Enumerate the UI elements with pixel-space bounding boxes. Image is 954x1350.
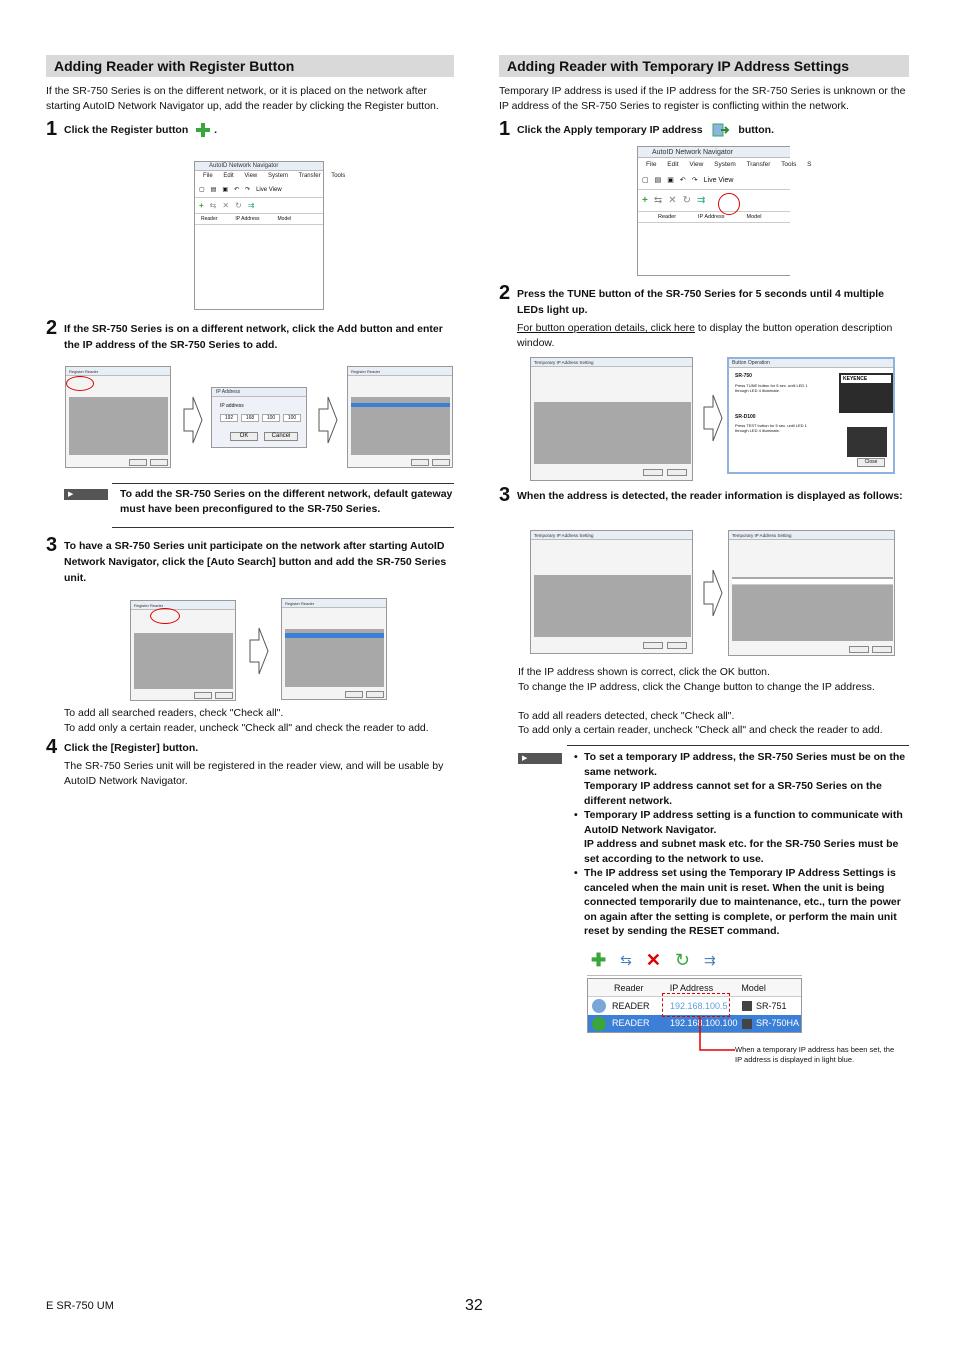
reader-status-icon	[592, 999, 606, 1013]
step-3-temp-notes: If the IP address shown is correct, click the OK button. To change the IP address, click the Change button to change the IP address. To add all readers detected, check "Check all". To add only a certain reader, uncheck "Check all" and check the reader to add.	[518, 666, 883, 736]
ok-button[interactable]	[849, 646, 869, 653]
table-row[interactable]: READER 192.168.100.100 SR-750HA	[588, 1015, 801, 1032]
undo-icon[interactable]: ↶	[234, 187, 240, 193]
arrow-right-icon	[249, 626, 269, 676]
step-3-notes: To add all searched readers, check "Check all". To add only a certain reader, uncheck "Check all" and check the reader to add.	[64, 707, 429, 734]
highlight-ip-dashed	[662, 993, 730, 1017]
toolbar-reader	[195, 198, 323, 214]
cancel-button[interactable]: Cancel	[264, 432, 298, 441]
cancel-button[interactable]	[150, 459, 168, 466]
redo-icon[interactable]: ↷	[691, 177, 698, 184]
important-text-left: To add the SR-750 Series on the different network, default gateway must have been preconfigured to the SR-750 Series.	[120, 488, 453, 515]
arrow-right-icon	[703, 568, 723, 618]
window-title: AutoID Network Navigator	[195, 162, 323, 171]
selected-row[interactable]	[351, 403, 450, 407]
delete-icon[interactable]: ✕	[645, 950, 661, 970]
left-column	[46, 55, 454, 139]
callout-text: When a temporary IP address has been set, the IP address is displayed in light blue.	[735, 1045, 895, 1064]
register-button[interactable]	[129, 459, 147, 466]
menu-edit[interactable]: Edit	[223, 173, 234, 179]
menu-view[interactable]: View	[244, 173, 258, 179]
section-title-register: Adding Reader with Register Button	[46, 55, 454, 77]
button-operation-link[interactable]: For button operation details, click here	[517, 322, 696, 334]
bullet-item: • The IP address set using the Temporary IP Address Settings is canceled when the main unit is reset. When the unit is being connected temporarily due to maintenance, etc., turn the power on again after the setting is complete, or perform the main unit reset by sending the RESET command.	[572, 866, 909, 939]
cancel-button[interactable]	[667, 642, 687, 649]
reader-list-header: Reader IP Address Model	[195, 214, 323, 225]
menu-bar: File Edit View System Transfer Tools S	[646, 161, 812, 168]
step-2-temp: 2 Press the TUNE button of the SR-750 Series for 5 seconds until 4 multiple LEDs light up. For button operation details, click here to display the button operation description window.	[499, 283, 909, 350]
save-icon[interactable]: ▣	[222, 187, 229, 193]
bullet-item: • Temporary IP address setting is a function to communicate with AutoID Network Navigator. IP address and subnet mask etc. for the SR-750 Series must be set according to the network to use.	[572, 808, 909, 866]
undo-icon[interactable]: ↶	[679, 177, 686, 184]
open-icon[interactable]: ▤	[654, 177, 662, 184]
register-button[interactable]	[411, 459, 429, 466]
search-reader-icon[interactable]: ⇆	[653, 195, 663, 206]
cancel-button[interactable]	[872, 646, 892, 653]
temp-ip-icon[interactable]: ⇉	[697, 195, 706, 206]
register-intro: If the SR-750 Series is on the different network, or it is placed on the network after starting AutoID Network Navigator up, add the reader by clicking the Register button.	[46, 85, 439, 112]
search-reader-icon[interactable]: ⇆	[209, 201, 217, 210]
menu-tools[interactable]: Tools	[331, 173, 346, 179]
important-note-right	[567, 745, 909, 746]
step-3-register: 3 To have a SR-750 Series unit participate on the network after starting AutoID Network Navigator, click the [Auto Search] button and add the SR-750 Series unit.	[46, 535, 454, 586]
screenshot-navigator-register	[194, 161, 346, 310]
step-3-text: To have a SR-750 Series unit participate on the network after starting AutoID Network Navigator, click the [Auto Search] button and add the SR-750 Series unit.	[64, 540, 447, 584]
device-image: KEYENCE	[839, 373, 893, 413]
step-3-temp: 3 When the address is detected, the reader information is displayed as follows:	[499, 485, 909, 505]
device-icon	[742, 1001, 752, 1011]
live-view-button[interactable]: Live View	[703, 176, 734, 184]
add-reader-icon[interactable]: +	[199, 201, 204, 210]
ok-button[interactable]	[643, 642, 663, 649]
step-2-text: If the SR-750 Series is on a different network, click the Add button and enter the IP address of the SR-750 Series to add.	[64, 323, 443, 351]
live-view-button[interactable]: Live View	[256, 186, 282, 193]
ip-address-dialog: IP Address IP address 192 168 100 100 OK Cancel	[211, 387, 307, 448]
open-icon[interactable]: ▤	[210, 187, 217, 193]
toolbar-top	[195, 182, 323, 198]
screenshot-register-reader-a: Register Reader	[65, 366, 171, 468]
cancel-button[interactable]	[366, 691, 384, 698]
apply-temp-ip-icon	[712, 122, 730, 138]
screenshot-temp-ip-dialog-c: Temporary IP Address Setting	[728, 530, 895, 656]
important-bullets-right	[572, 750, 909, 939]
arrow-right-icon	[183, 395, 203, 445]
page-number: 32	[465, 1297, 483, 1314]
temp-ip-intro: Temporary IP address is used if the IP address for the SR-750 Series is unknown or the IP address of the SR-750 Series to register is conflicting within the network.	[499, 85, 906, 112]
right-column	[499, 55, 909, 139]
important-badge: ▶ Important	[518, 753, 562, 764]
ok-button[interactable]	[643, 469, 663, 476]
bullet-item: • To set a temporary IP address, the SR-750 Series must be on the same network. Temporary IP address cannot set for a SR-750 Series on the different network.	[572, 750, 909, 808]
important-badge: ▶ Important	[64, 489, 108, 500]
step-1-register: 1 Click the Register button .	[46, 118, 218, 140]
menu-system[interactable]: System	[267, 173, 288, 179]
highlight-add-button	[66, 376, 94, 391]
temp-ip-icon[interactable]: ⇉	[704, 952, 716, 968]
new-icon[interactable]: ▢	[199, 187, 205, 193]
screenshot-navigator-temp-ip: AutoID Network Navigator File Edit View System Transfer Tools S ▢ ▤ ▣ ↶ ↷ Live View + ⇆ ✕ ↻ ⇉ Reader IP Address Model	[637, 146, 790, 276]
delete-icon[interactable]: ✕	[222, 201, 230, 210]
cancel-button[interactable]	[667, 469, 687, 476]
step-3-temp-text: When the address is detected, the reader information is displayed as follows:	[517, 490, 903, 502]
screenshot-auto-search-b: Register Reader	[281, 598, 387, 700]
reader-toolbar-illustration	[587, 946, 802, 976]
step-2-register: 2 If the SR-750 Series is on a different network, click the Add button and enter the IP address of the SR-750 Series to add.	[46, 318, 454, 353]
search-reader-icon[interactable]: ⇆	[620, 952, 632, 968]
register-button[interactable]	[345, 691, 363, 698]
ok-button[interactable]: OK	[230, 432, 258, 441]
save-icon[interactable]: ▣	[667, 177, 674, 184]
reader-status-icon	[592, 1017, 606, 1031]
register-button[interactable]	[194, 692, 212, 699]
selected-row[interactable]	[285, 633, 384, 638]
redo-icon[interactable]: ↷	[245, 187, 251, 193]
screenshot-register-reader-b: Register Reader	[347, 366, 453, 468]
refresh-icon[interactable]: ↻	[235, 201, 242, 210]
add-reader-icon[interactable]: ✚	[591, 950, 607, 970]
detected-row[interactable]	[732, 579, 893, 585]
cancel-button[interactable]	[432, 459, 450, 466]
refresh-icon[interactable]: ↻	[674, 950, 691, 970]
add-reader-icon[interactable]: +	[642, 195, 648, 206]
add-icon	[195, 122, 211, 138]
table-header: Reader IP Address Model	[588, 979, 801, 997]
new-icon[interactable]: ▢	[642, 177, 649, 184]
menu-transfer[interactable]: Transfer	[298, 173, 321, 179]
step-4-register: 4 Click the [Register] button. The SR-750 Series unit will be registered in the reader view, and will be usable by AutoID Network Navigator.	[46, 737, 454, 788]
ip-address-field[interactable]: 192 168 100 100	[220, 414, 301, 422]
step-2-temp-text: Press the TUNE button of the SR-750 Series for 5 seconds until 4 multiple LEDs light up.	[517, 288, 884, 316]
screenshot-temp-ip-dialog-b: Temporary IP Address Setting	[530, 530, 693, 654]
device-icon	[742, 1019, 752, 1029]
step-1-temp: 1 Click the Apply temporary IP address button.	[499, 118, 774, 140]
step-1-text: Click the Register button	[64, 124, 189, 136]
close-button[interactable]: Close	[857, 458, 885, 467]
cancel-button[interactable]	[215, 692, 233, 699]
refresh-icon[interactable]: ↻	[682, 195, 692, 206]
step-4-body: The SR-750 Series unit will be registered in the reader view, and will be usable by AutoID Network Navigator.	[64, 760, 444, 787]
menu-bar	[195, 171, 346, 182]
footer-doc: E SR-750 UM	[46, 1300, 114, 1312]
menu-file[interactable]: File	[203, 173, 213, 179]
arrow-right-icon	[318, 395, 338, 445]
callout-line	[695, 1017, 735, 1053]
step-4-text: Click the [Register] button.	[64, 742, 199, 754]
device-image-2	[847, 427, 887, 457]
highlight-auto-search-button	[150, 608, 180, 624]
delete-icon[interactable]: ✕	[668, 195, 677, 206]
highlight-temp-ip-button	[718, 193, 740, 215]
temp-ip-icon[interactable]: ⇉	[247, 201, 255, 210]
screenshot-temp-ip-dialog-a: Temporary IP Address Setting	[530, 357, 693, 481]
section-title-temporary-ip: Adding Reader with Temporary IP Address Settings	[499, 55, 909, 77]
table-row[interactable]: READER 192.168.100.5 SR-751	[588, 997, 801, 1015]
button-operation-window: Button Operation SR-750 Press TUNE button for 5 sec. until LED 1 through LED 4 illuminate. SR-D100 Press TEST button for 5 sec. until LED 1 through LED 4 illuminate. KEYENCE Close	[727, 357, 895, 474]
screenshot-auto-search-a: Register Reader	[130, 600, 236, 701]
arrow-right-icon	[703, 393, 723, 443]
step-number: 1	[46, 118, 58, 140]
